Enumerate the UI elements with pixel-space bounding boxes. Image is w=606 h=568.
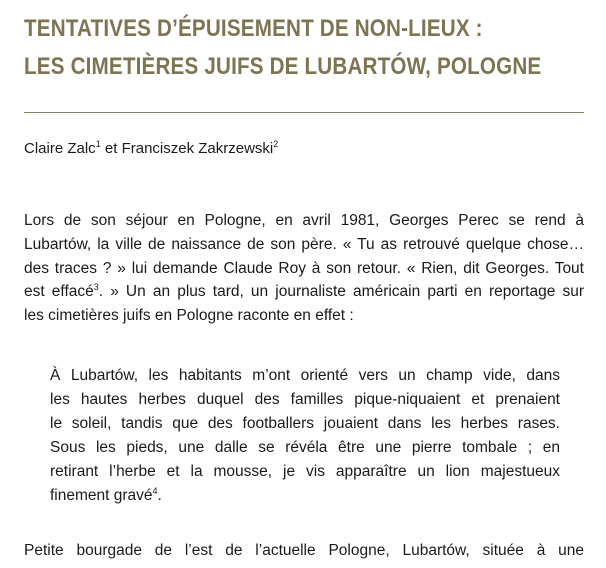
- text-fragment: .: [157, 487, 162, 504]
- title-line-2: LES CIMETIÈRES JUIFS DE LUBARTÓW, POLOGNE: [24, 53, 542, 80]
- text-fragment: . » Un an plus tard, un journaliste américain parti en reportage sur: [98, 283, 584, 301]
- author-byline: [24, 139, 278, 159]
- quote-line: le soleil, tandis que des footballers jouaient dans les herbes rases.: [50, 415, 560, 432]
- body-paragraph: [24, 209, 584, 328]
- author-name: Claire Zalc: [24, 140, 96, 157]
- quote-line: Sous les pieds, une dalle se révéla être une pierre tombale ; en: [50, 439, 560, 456]
- title-line-1: TENTATIVES D’ÉPUISEMENT DE NON-LIEUX :: [24, 15, 483, 42]
- quote-line: [50, 484, 560, 508]
- text-line: [24, 280, 584, 304]
- article-title: [24, 10, 542, 86]
- text-fragment: finement gravé: [50, 487, 153, 504]
- body-paragraph: [24, 539, 584, 563]
- text-fragment: est effacé: [24, 283, 94, 301]
- text-line: Lors de son séjour en Pologne, en avril 1981, Georges Perec se rend à: [24, 212, 584, 229]
- quote-line: les hautes herbes duquel des familles pique-niquaient et prenaient: [50, 391, 560, 408]
- author-connector: et: [100, 140, 122, 157]
- block-quote: [50, 364, 560, 508]
- quote-line: retirant l’herbe et la mousse, je vis apparaître un lion majestueux: [50, 463, 560, 480]
- footnote-ref[interactable]: 2: [273, 139, 279, 149]
- footnote-ref[interactable]: 1: [95, 139, 101, 149]
- footnote-ref[interactable]: 3: [93, 282, 99, 293]
- title-divider: [24, 112, 584, 113]
- quote-line: À Lubartów, les habitants m’ont orienté vers un champ vide, dans: [50, 367, 560, 384]
- text-line: les cimetières juifs en Pologne raconte en effet :: [24, 307, 354, 325]
- author-name: Franciszek Zakrzewski: [121, 140, 274, 157]
- footnote-ref[interactable]: 4: [152, 485, 158, 496]
- text-line: des traces ? » lui demande Claude Roy à son retour. « Rien, dit Georges. Tout: [24, 259, 584, 277]
- text-line: Petite bourgade de l’est de l’actuelle Pologne, Lubartów, située à une: [24, 542, 584, 559]
- text-line: Lubartów, la ville de naissance de son père. « Tu as retrouvé quelque chose…: [24, 235, 584, 253]
